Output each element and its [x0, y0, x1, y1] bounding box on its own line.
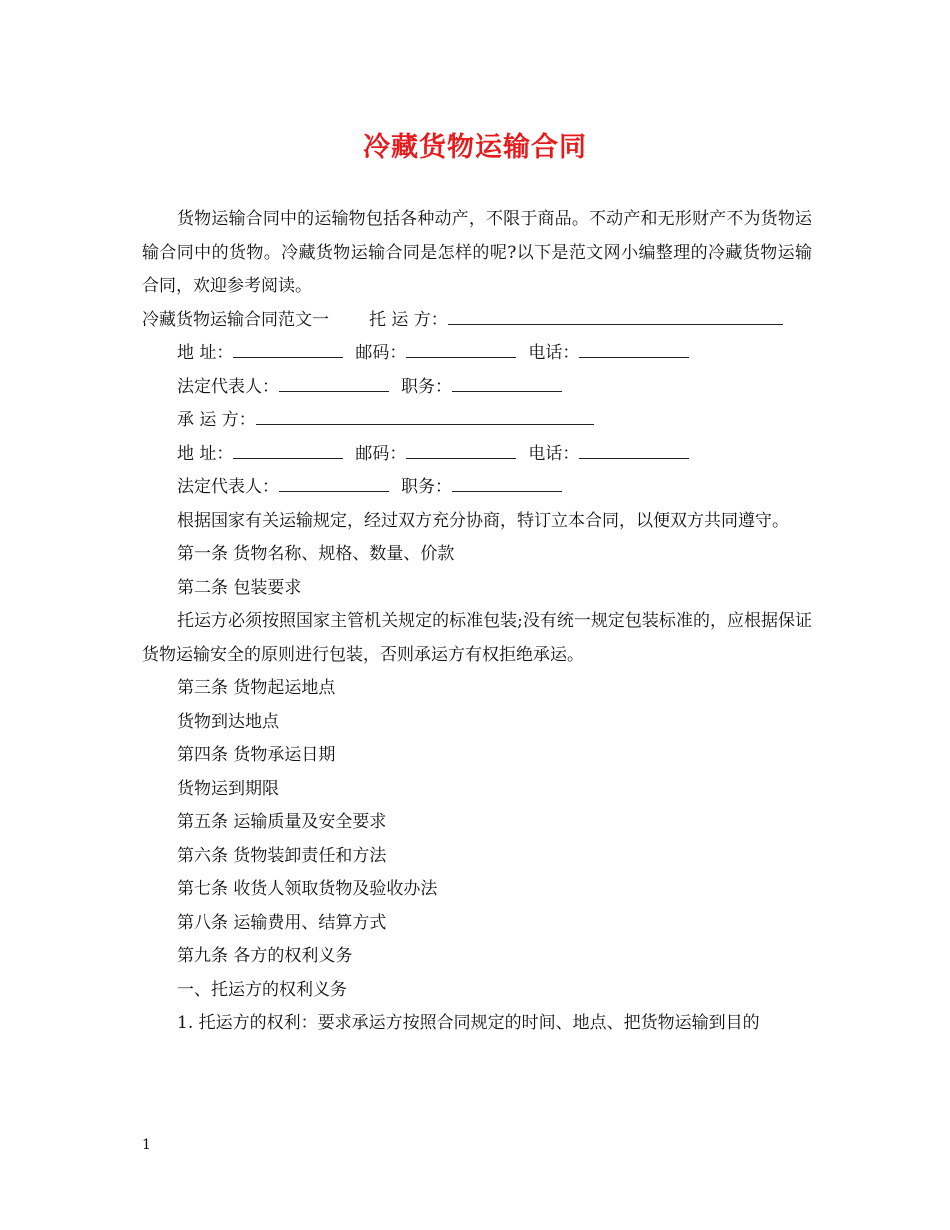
page-number: 1: [142, 1137, 151, 1153]
carrier-phone-blank[interactable]: [579, 438, 689, 459]
shipper-legal-rep-blank[interactable]: [279, 371, 389, 392]
article-5: 第五条 运输质量及安全要求: [177, 812, 387, 832]
article-1: 第一条 货物名称、规格、数量、价款: [177, 544, 455, 564]
carrier-address-blank[interactable]: [233, 438, 343, 459]
shipper-legal-rep-label: 法定代表人：: [177, 376, 279, 397]
article-6: 第六条 货物装卸责任和方法: [177, 845, 387, 866]
carrier-row: [142, 404, 812, 438]
carrier-label: 承 运 方：: [177, 410, 256, 430]
carrier-position-blank[interactable]: [452, 471, 562, 492]
article-3: 第三条 货物起运地点: [177, 678, 336, 698]
article-4: 第四条 货物承运日期: [177, 745, 336, 765]
document-body: [142, 203, 812, 1041]
item-1: 1. 托运方的权利：要求承运方按照合同规定的时间、地点、把货物运输到目的: [177, 1013, 760, 1033]
carrier-legal-rep-blank[interactable]: [279, 471, 389, 492]
sample-heading: 冷藏货物运输合同范文一: [142, 309, 329, 330]
packaging-paragraph: 托运方必须按照国家主管机关规定的标准包装;没有统一规定包装标准的，应根据保证货物运输安全的原则进行包装，否则承运方有权拒绝承运。: [142, 611, 812, 665]
shipper-row: [142, 304, 812, 338]
shipper-postcode-label: 邮码：: [355, 343, 407, 363]
article-7: 第七条 收货人领取货物及验收办法: [177, 879, 438, 899]
preamble-paragraph: 根据国家有关运输规定，经过双方充分协商，特订立本合同，以便双方共同遵守。: [177, 510, 789, 531]
deadline-line: 货物运到期限: [177, 778, 279, 799]
destination-line: 货物到达地点: [177, 711, 279, 732]
shipper-address-row: [142, 337, 812, 371]
carrier-blank[interactable]: [256, 404, 594, 425]
carrier-legal-rep-label: 法定代表人：: [177, 477, 279, 497]
shipper-address-blank[interactable]: [233, 337, 343, 358]
shipper-postcode-blank[interactable]: [406, 337, 516, 358]
document-title: 冷藏货物运输合同: [363, 132, 587, 163]
shipper-label: 托 运 方：: [369, 309, 448, 330]
carrier-address-row: [142, 438, 812, 472]
carrier-postcode-blank[interactable]: [406, 438, 516, 459]
carrier-address-label: 地 址：: [177, 443, 234, 464]
article-9: 第九条 各方的权利义务: [177, 946, 353, 966]
shipper-blank[interactable]: [448, 304, 783, 325]
article-8: 第八条 运输费用、结算方式: [177, 912, 387, 933]
carrier-phone-label: 电话：: [528, 443, 580, 464]
shipper-legal-rep-row: [142, 371, 812, 405]
shipper-address-label: 地 址：: [177, 343, 234, 363]
shipper-phone-blank[interactable]: [579, 337, 689, 358]
carrier-postcode-label: 邮码：: [355, 443, 407, 464]
section-1-heading: 一、托运方的权利义务: [177, 979, 347, 1000]
carrier-position-label: 职务：: [401, 477, 452, 497]
shipper-position-label: 职务：: [401, 376, 452, 397]
intro-paragraph: 货物运输合同中的运输物包括各种动产，不限于商品。不动产和无形财产不为货物运输合同中的货物。冷藏货物运输合同是怎样的呢?以下是范文网小编整理的冷藏货物运输合同，欢迎参考阅读。: [142, 209, 812, 296]
article-2: 第二条 包装要求: [177, 577, 302, 598]
shipper-phone-label: 电话：: [528, 343, 580, 363]
shipper-position-blank[interactable]: [452, 371, 562, 392]
carrier-legal-rep-row: [142, 471, 812, 505]
